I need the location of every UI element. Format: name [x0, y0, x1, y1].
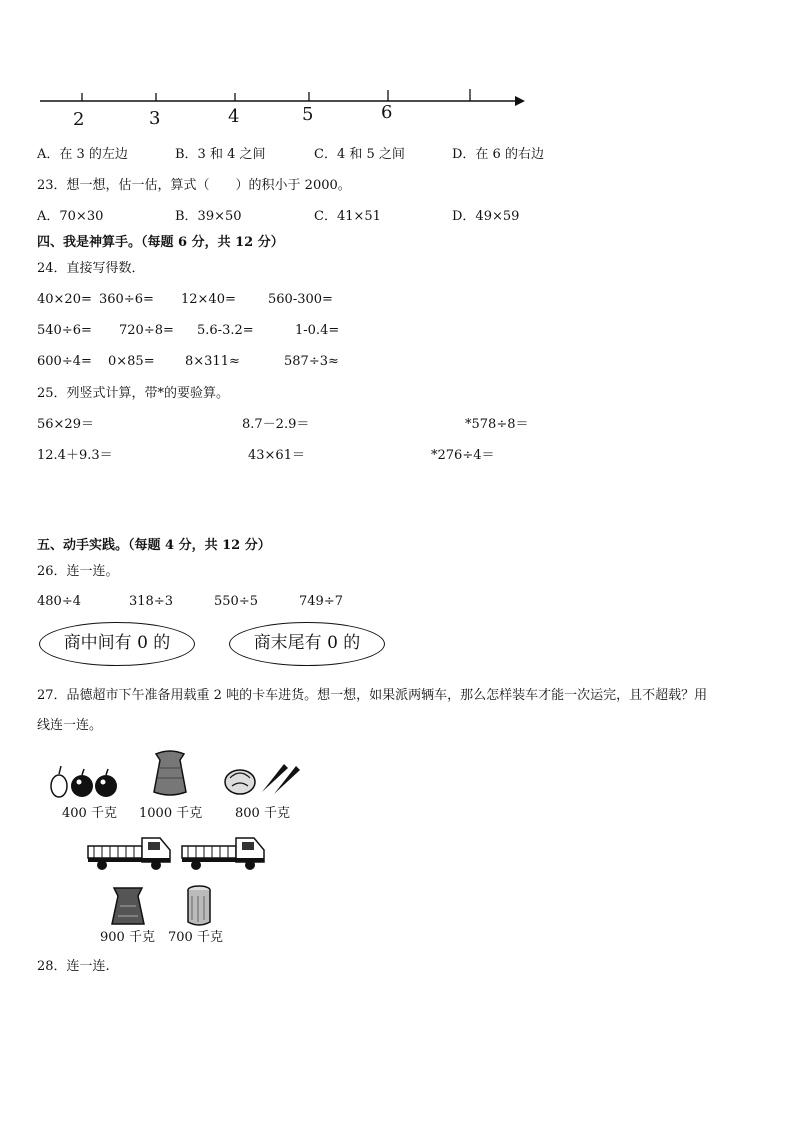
q24-r3-c2: 0×85= — [108, 354, 155, 369]
weight-fruit: 400 千克 — [62, 806, 117, 821]
q26-item-3[interactable]: 550÷5 — [214, 594, 258, 609]
tick-label-2: 2 — [73, 109, 85, 130]
q22-option-d[interactable]: D．在 6 的右边 — [452, 147, 544, 162]
q24-r2-c1: 540÷6= — [37, 323, 92, 338]
q25-r1-c1: 56×29＝ — [37, 417, 94, 432]
q24-r2-c3: 5.6-3.2= — [197, 323, 254, 338]
q25-r1-c2: 8.7－2.9＝ — [242, 417, 310, 432]
q23-option-d[interactable]: D．49×59 — [452, 209, 520, 224]
q25-prompt: 25．列竖式计算，带*的要验算。 — [37, 386, 230, 401]
tick-label-4: 4 — [228, 106, 240, 127]
sack-illustration[interactable] — [150, 748, 190, 798]
q26-item-4[interactable]: 749÷7 — [299, 594, 343, 609]
q24-r3-c4: 587÷3≈ — [284, 354, 339, 369]
q26-prompt: 26．连一连。 — [37, 564, 119, 579]
oval-end-zero[interactable] — [229, 622, 385, 666]
q24-r2-c2: 720÷8= — [119, 323, 174, 338]
barrel-illustration[interactable] — [184, 884, 214, 928]
q23-option-b[interactable]: B．39×50 — [175, 209, 242, 224]
weight-vegetables: 800 千克 — [235, 806, 290, 821]
q24-r2-c4: 1-0.4= — [295, 323, 340, 338]
q26-item-1[interactable]: 480÷4 — [37, 594, 81, 609]
truck-2[interactable] — [180, 832, 270, 872]
weight-bag: 900 千克 — [100, 930, 155, 945]
tick-label-3: 3 — [149, 108, 161, 129]
q23-option-c[interactable]: C．41×51 — [314, 209, 381, 224]
q26-item-2[interactable]: 318÷3 — [129, 594, 173, 609]
tick-label-5: 5 — [302, 104, 314, 125]
q25-r1-c3: *578÷8＝ — [465, 417, 529, 432]
q25-r2-c3: *276÷4＝ — [431, 448, 495, 463]
section-5-heading: 五、动手实践。（每题 4 分，共 12 分） — [37, 538, 271, 553]
truck-1[interactable] — [86, 832, 176, 872]
q24-r3-c3: 8×311≈ — [185, 354, 240, 369]
q28-prompt: 28．连一连. — [37, 959, 110, 974]
section-4-heading: 四、我是神算手。（每题 6 分，共 12 分） — [37, 235, 284, 250]
q24-r3-c1: 600÷4= — [37, 354, 92, 369]
weight-barrel: 700 千克 — [168, 930, 223, 945]
q22-option-c[interactable]: C．4 和 5 之间 — [314, 147, 405, 162]
number-line — [0, 0, 794, 140]
q22-option-a[interactable]: A．在 3 的左边 — [37, 147, 128, 162]
tick-label-6: 6 — [381, 102, 393, 123]
weight-sack: 1000 千克 — [139, 806, 203, 821]
q25-r2-c1: 12.4＋9.3＝ — [37, 448, 113, 463]
q23-prompt: 23．想一想，估一估，算式（ ）的积小于 2000。 — [37, 178, 351, 193]
q27-prompt-line1: 27．品德超市下午准备用载重 2 吨的卡车进货。想一想，如果派两辆车，那么怎样装车才能一次运完，且不超载？用 — [37, 688, 708, 703]
oval-end-zero-label: 商末尾有 0 的 — [253, 633, 361, 653]
bag-illustration[interactable] — [108, 884, 148, 928]
q24-r1-c4: 560-300= — [268, 292, 333, 307]
q24-r1-c1: 40×20= — [37, 292, 92, 307]
q22-option-b[interactable]: B．3 和 4 之间 — [175, 147, 266, 162]
q24-prompt: 24．直接写得数． — [37, 261, 145, 276]
q25-r2-c2: 43×61＝ — [248, 448, 305, 463]
vegetables-illustration[interactable] — [222, 758, 304, 798]
q24-r1-c3: 12×40= — [181, 292, 236, 307]
q24-r1-c2: 360÷6= — [99, 292, 154, 307]
q27-prompt-line2: 线连一连。 — [37, 718, 103, 733]
oval-middle-zero[interactable] — [39, 622, 195, 666]
oval-middle-zero-label: 商中间有 0 的 — [63, 633, 171, 653]
q23-option-a[interactable]: A．70×30 — [37, 209, 104, 224]
fruit-illustration[interactable] — [46, 760, 126, 800]
